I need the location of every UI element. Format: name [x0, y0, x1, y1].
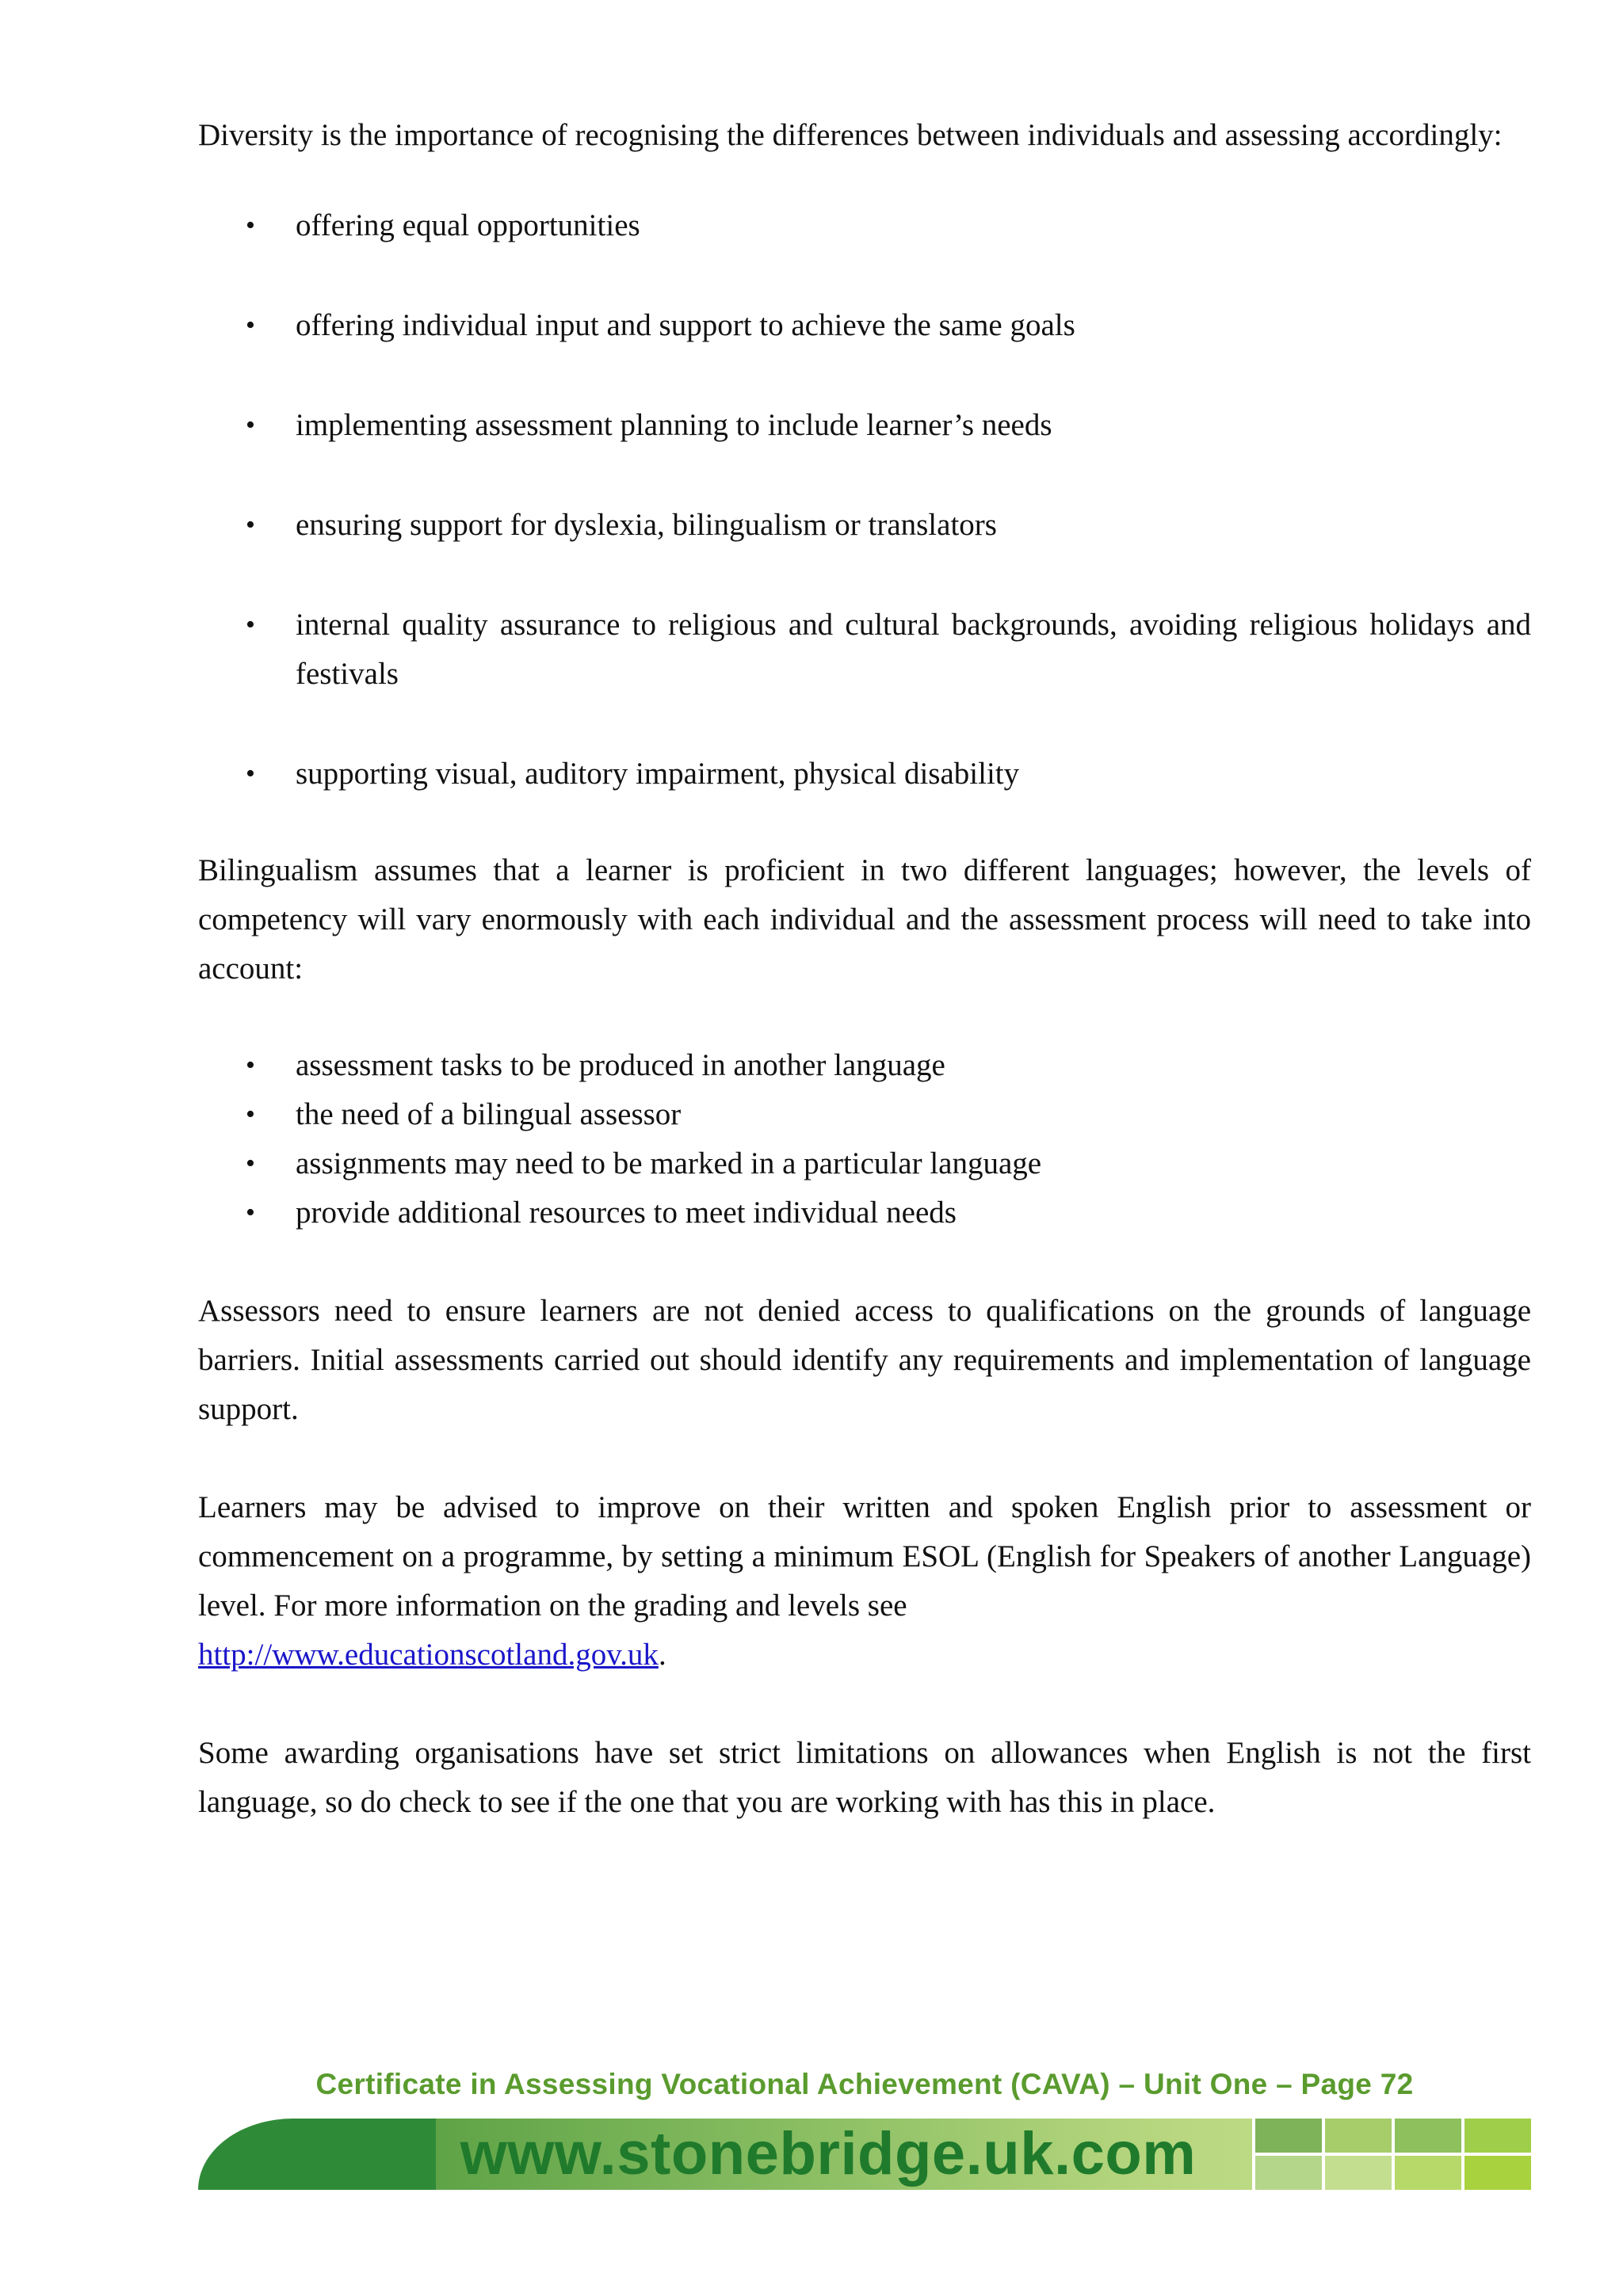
assessors-paragraph: Assessors need to ensure learners are not denied access to qualifications on the grounds of language barriers. Initial assessments carried out should identify any requirements and implementation of language support.: [198, 1294, 1531, 1426]
bilingualism-paragraph: Bilingualism assumes that a learner is proficient in two different languages; however, the levels of competency will vary enormously with each individual and the assessment process will need to take into account:: [198, 853, 1531, 986]
list-item: • implementing assessment planning to include learner’s needs: [198, 401, 1531, 450]
intro-paragraph: Diversity is the importance of recognising the differences between individuals and assessing accordingly:: [198, 118, 1503, 152]
list-item: • assignments may need to be marked in a particular language: [198, 1139, 1531, 1188]
awarding-paragraph: Some awarding organisations have set strict limitations on allowances when English is not the first language, so do check to see if the one that you are working with has this in place.: [198, 1736, 1531, 1819]
grid-cell: [1395, 2156, 1461, 2190]
grid-cell: [1465, 2119, 1531, 2153]
bullet-icon: •: [246, 610, 255, 639]
bullet-icon: •: [246, 1051, 255, 1080]
bullet-icon: •: [246, 1198, 255, 1227]
diversity-list: [198, 201, 1531, 799]
document-body: [198, 111, 1531, 1827]
learners-paragraph: [198, 1483, 1531, 1680]
footer-url[interactable]: www.stonebridge.uk.com: [460, 2120, 1197, 2187]
grid-cell: [1325, 2119, 1392, 2153]
grid-cell: [1325, 2156, 1392, 2190]
banner-grid-decoration: [1252, 2119, 1531, 2190]
grid-cell: [1255, 2119, 1322, 2153]
list-item: • provide additional resources to meet individual needs: [198, 1188, 1531, 1238]
footer-title: Certificate in Assessing Vocational Achievement (CAVA) – Unit One – Page 72: [315, 2068, 1414, 2100]
bullet-icon: •: [246, 1149, 255, 1178]
bilingual-list: [198, 1041, 1531, 1238]
list-item: • the need of a bilingual assessor: [198, 1090, 1531, 1139]
bullet-icon: •: [246, 311, 255, 340]
grid-cell: [1255, 2156, 1322, 2190]
banner-swoosh: [198, 2119, 452, 2190]
link-trailing: .: [658, 1638, 666, 1672]
grid-cell: [1395, 2119, 1461, 2153]
grid-cell: [1465, 2156, 1531, 2190]
bullet-icon: •: [246, 211, 255, 240]
list-item: • internal quality assurance to religious and cultural backgrounds, avoiding religious holidays and festivals: [198, 601, 1531, 699]
list-item: • supporting visual, auditory impairment, physical disability: [198, 749, 1531, 799]
list-item: • ensuring support for dyslexia, bilingualism or translators: [198, 501, 1531, 550]
list-item: • assessment tasks to be produced in another language: [198, 1041, 1531, 1090]
learners-text: Learners may be advised to improve on their written and spoken English prior to assessment or commencement on a programme, by setting a minimum ESOL (English for Speakers of another Language) level. For more information on the grading and levels see: [198, 1490, 1531, 1623]
list-item: • offering equal opportunities: [198, 201, 1531, 250]
education-scotland-link[interactable]: http://www.educationscotland.gov.uk: [198, 1638, 659, 1672]
bullet-icon: •: [246, 1100, 255, 1129]
bullet-icon: •: [246, 510, 255, 540]
bullet-icon: •: [246, 410, 255, 440]
list-item: • offering individual input and support to achieve the same goals: [198, 301, 1531, 350]
footer-banner: [198, 2119, 1531, 2190]
bullet-icon: •: [246, 759, 255, 788]
